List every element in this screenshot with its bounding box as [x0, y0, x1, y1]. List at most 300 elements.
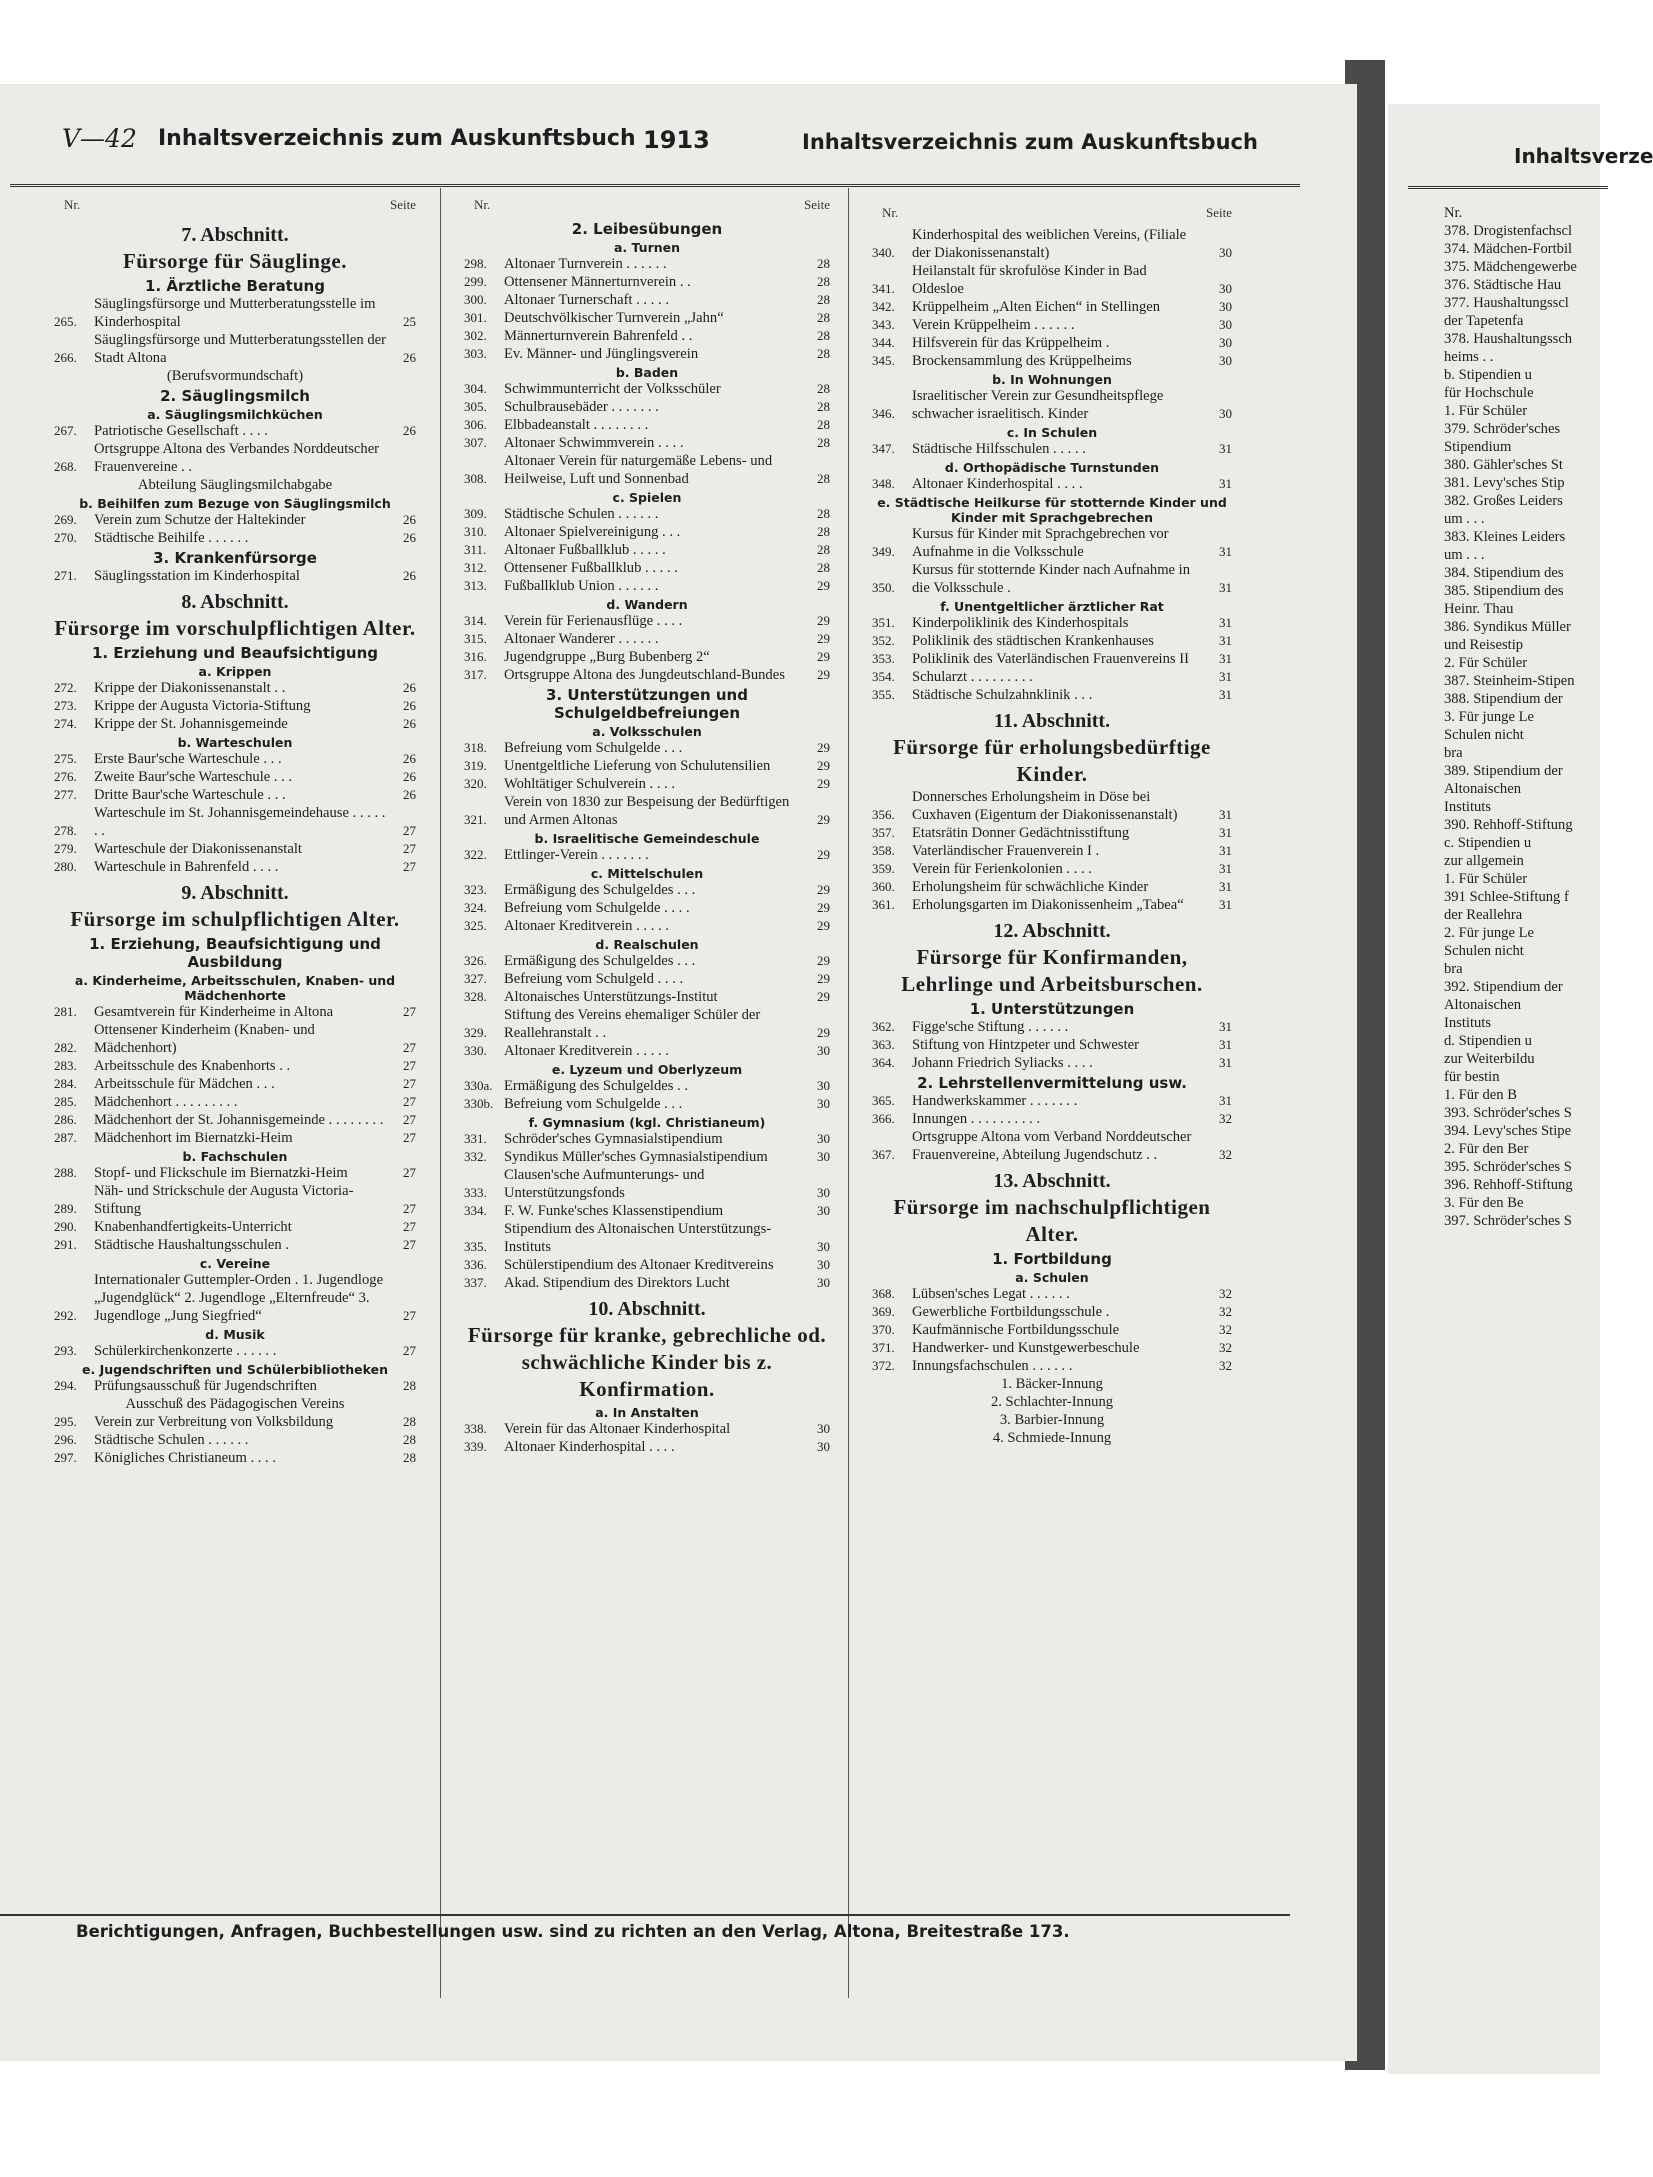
entry-page: 31 [1219, 651, 1232, 666]
index-line: 385. Stipendium des [1444, 583, 1564, 599]
entry-number: 321. [464, 812, 487, 827]
entry-page: 28 [403, 1432, 416, 1447]
entry-page: 28 [817, 506, 830, 521]
subsubsection-heading: a. In Anstalten [595, 1405, 699, 1420]
index-line: 390. Rehhoff-Stiftung [1444, 817, 1573, 833]
entry-page: 28 [817, 381, 830, 396]
entry-page: 31 [1219, 1055, 1232, 1070]
entry-number: 265. [54, 314, 77, 329]
index-entry [464, 952, 830, 970]
footer-rule [0, 1914, 1290, 1916]
entry-number: 365. [872, 1093, 895, 1108]
entry-title: Krüppelheim „Alten Eichen“ in Stellingen [912, 299, 1161, 315]
index-entry [464, 775, 830, 793]
entry-title: Schulbrausebäder . . . . . . . [504, 399, 659, 415]
entry-page: 27 [403, 1058, 416, 1073]
entry-title: Vaterländischer Frauenverein I . [912, 843, 1100, 859]
entry-page: 30 [1219, 317, 1232, 332]
entry-page: 31 [1219, 544, 1232, 559]
index-entry [872, 1128, 1232, 1164]
subsubsection-heading: b. Fachschulen [182, 1149, 288, 1164]
entry-title: Schwimmunterricht der Volksschüler [504, 381, 721, 397]
index-entry [464, 1130, 830, 1148]
entry-title: Ortsgruppe Altona des Verbandes Norddeutscher Frauenvereine . . [94, 441, 380, 475]
index-entry [464, 970, 830, 988]
entry-page: 31 [1219, 843, 1232, 858]
entry-title: Ottensener Kinderheim (Knaben- und Mädchenhort) [94, 1022, 315, 1056]
entry-title: Stiftung von Hintzpeter und Schwester [912, 1037, 1139, 1053]
entry-page: 32 [1219, 1286, 1232, 1301]
index-line: 2. Für den Ber [1444, 1141, 1529, 1157]
index-line: der Tapetenfa [1444, 313, 1524, 329]
entry-title: Poliklinik des Vaterländischen Frauenvereins II [912, 651, 1189, 667]
index-entry [872, 298, 1232, 316]
subsubsection-heading: d. Realschulen [595, 937, 699, 952]
entry-title: Befreiung vom Schulgeld . . . . [504, 971, 684, 987]
entry-page: 26 [403, 769, 416, 784]
entry-number: 352. [872, 633, 895, 648]
index-entry [54, 1129, 416, 1147]
index-entry [464, 630, 830, 648]
entry-page: 28 [817, 292, 830, 307]
column-divider [440, 188, 441, 1998]
entry-title: Erholungsgarten im Diakonissenheim „Tabea“ [912, 897, 1184, 913]
index-entry [54, 768, 416, 786]
index-entry [54, 679, 416, 697]
entry-page: 27 [403, 823, 416, 838]
entry-page: 31 [1219, 580, 1232, 595]
entry-title: Kursus für stotternde Kinder nach Aufnahme in die Volksschule . [912, 562, 1191, 596]
subsubsection-heading: b. Warteschulen [177, 735, 293, 750]
entry-number: 359. [872, 861, 895, 876]
index-entry [464, 917, 830, 935]
entry-page: 32 [1219, 1340, 1232, 1355]
entry-page: 28 [817, 524, 830, 539]
entry-number: 267. [54, 423, 77, 438]
entry-title: Stopf- und Flickschule im Biernatzki-Heim [94, 1165, 348, 1181]
index-entry [464, 398, 830, 416]
entry-number: 338. [464, 1421, 487, 1436]
entry-title: Ortsgruppe Altona des Jungdeutschland-Bundes [504, 667, 785, 683]
index-entry [464, 1006, 830, 1042]
entry-page: 28 [817, 542, 830, 557]
index-entry [464, 881, 830, 899]
subsubsection-heading: b. Beihilfen zum Bezuge von Säuglingsmilch [79, 496, 391, 511]
entry-title: Innungen . . . . . . . . . . [912, 1111, 1041, 1127]
entry-number: 266. [54, 350, 77, 365]
entry-page: 27 [403, 1040, 416, 1055]
entry-page: 30 [817, 1149, 830, 1164]
index-line: c. Stipendien u [1444, 835, 1532, 851]
index-entry [464, 899, 830, 917]
index-entry [872, 226, 1232, 262]
entry-number: 333. [464, 1185, 487, 1200]
entry-page: 29 [817, 613, 830, 628]
entry-page: 32 [1219, 1358, 1232, 1373]
index-entry [872, 860, 1232, 878]
entry-title: Dritte Baur'sche Warteschule . . . [94, 787, 286, 803]
subsubsection-heading: b. In Wohnungen [992, 372, 1112, 387]
index-line: 3. Für junge Le [1444, 709, 1534, 725]
index-line: Instituts [1444, 799, 1492, 815]
entry-number: 303. [464, 346, 487, 361]
index-entry [872, 352, 1232, 370]
index-entry [872, 1054, 1232, 1072]
index-entry [464, 255, 830, 273]
entry-page: 26 [403, 716, 416, 731]
entry-number: 335. [464, 1239, 487, 1254]
entry-number: 296. [54, 1432, 77, 1447]
index-entry [464, 1042, 830, 1060]
entry-number: 356. [872, 807, 895, 822]
entry-title: Clausen'sche Aufmunterungs- und Unterstützungsfonds [504, 1167, 705, 1201]
entry-title: Säuglingsfürsorge und Mutterberatungsstellen der Stadt Altona [94, 332, 386, 366]
entry-title: Mädchenhort der St. Johannisgemeinde . . . . . . . . [94, 1112, 384, 1128]
index-entry [464, 1438, 830, 1456]
index-note: Abteilung Säuglingsmilchabgabe [137, 477, 333, 493]
index-line: zur allgemein [1444, 853, 1524, 869]
section-title: Fürsorge im schulpflichtigen Alter. [70, 907, 400, 931]
entry-page: 30 [817, 1239, 830, 1254]
index-entry [54, 511, 416, 529]
entry-number: 268. [54, 459, 77, 474]
index-entry [464, 523, 830, 541]
entry-number: 349. [872, 544, 895, 559]
index-entry [872, 878, 1232, 896]
entry-number: 298. [464, 256, 487, 271]
index-entry [54, 1271, 416, 1325]
section-title: Fürsorge für kranke, gebrechliche od. schwächliche Kinder bis z. Konfirmation. [467, 1323, 827, 1401]
entry-title: Altonaer Kreditverein . . . . . [504, 918, 669, 934]
entry-number: 275. [54, 751, 77, 766]
entry-page: 30 [817, 1257, 830, 1272]
entry-number: 332. [464, 1149, 487, 1164]
entry-page: 29 [817, 776, 830, 791]
entry-title: Ottensener Männerturnverein . . [504, 274, 691, 290]
entry-page: 30 [1219, 353, 1232, 368]
index-line: 378. Drogistenfachscl [1444, 223, 1573, 239]
entry-number: 364. [872, 1055, 895, 1070]
entry-title: Altonaer Kinderhospital . . . . [912, 476, 1083, 492]
left-page [0, 84, 1357, 2061]
entry-page: 28 [817, 417, 830, 432]
index-line: 384. Stipendium des [1444, 565, 1564, 581]
entry-number: 285. [54, 1094, 77, 1109]
index-line: Schulen nicht [1444, 943, 1524, 959]
nr-label: Nr. [64, 197, 81, 212]
entry-number: 305. [464, 399, 487, 414]
entry-page: 30 [817, 1078, 830, 1093]
entry-number: 337. [464, 1275, 487, 1290]
entry-title: Mädchenhort . . . . . . . . . [94, 1094, 238, 1110]
entry-title: Königliches Christianeum . . . . [94, 1450, 276, 1466]
entry-title: Altonaer Schwimmverein . . . . [504, 435, 684, 451]
entry-title: Altonaer Spielvereinigung . . . [504, 524, 681, 540]
section-number: 7. Abschnitt. [181, 224, 289, 246]
entry-number: 286. [54, 1112, 77, 1127]
subsubsection-heading: a. Krippen [198, 664, 272, 679]
entry-title: Zweite Baur'sche Warteschule . . . [94, 769, 293, 785]
seite-label: Seite [804, 197, 830, 212]
index-line: 394. Levy'sches Stipe [1444, 1123, 1572, 1139]
right-page-fragment [1388, 104, 1653, 2074]
column-head [464, 196, 830, 218]
subsection-heading: 2. Lehrstellenvermittelung usw. [917, 1074, 1187, 1092]
column-2-entries [464, 220, 830, 1456]
index-entry [464, 559, 830, 577]
subsubsection-heading: f. Unentgeltlicher ärztlicher Rat [940, 599, 1164, 614]
entry-title: Warteschule im St. Johannisgemeindehause . . . . . . . [94, 805, 386, 839]
entry-number: 308. [464, 471, 487, 486]
entry-title: Ermäßigung des Schulgeldes . . [504, 1078, 689, 1094]
entry-page: 30 [817, 1043, 830, 1058]
entry-number: 301. [464, 310, 487, 325]
entry-number: 318. [464, 740, 487, 755]
index-line: für Hochschule [1444, 385, 1534, 401]
index-entry [54, 1377, 416, 1395]
index-entry [464, 1095, 830, 1113]
entry-page: 32 [1219, 1147, 1232, 1162]
index-line: Altonaischen [1444, 781, 1522, 797]
subsection-heading: 1. Unterstützungen [969, 1000, 1135, 1018]
entry-page: 32 [1219, 1322, 1232, 1337]
entry-page: 29 [817, 631, 830, 646]
index-line: 1. Für den B [1444, 1087, 1517, 1103]
entry-page: 31 [1219, 1019, 1232, 1034]
entry-page: 27 [403, 1219, 416, 1234]
entry-number: 354. [872, 669, 895, 684]
entry-title: Verein Krüppelheim . . . . . . [912, 317, 1075, 333]
entry-page: 27 [403, 1201, 416, 1216]
index-line: 391 Schlee-Stiftung f [1444, 889, 1569, 905]
entry-page: 26 [403, 423, 416, 438]
entry-title: Kinderpoliklinik des Kinderhospitals [912, 615, 1129, 631]
entry-number: 330. [464, 1043, 487, 1058]
index-entry [872, 262, 1232, 298]
entry-title: Krippe der St. Johannisgemeinde [94, 716, 288, 732]
index-entry [54, 1342, 416, 1360]
index-entry [872, 824, 1232, 842]
index-entry [54, 1075, 416, 1093]
index-entry [54, 1111, 416, 1129]
entry-number: 317. [464, 667, 487, 682]
index-entry [54, 1449, 416, 1467]
entry-page: 29 [817, 578, 830, 593]
index-entry [54, 750, 416, 768]
entry-page: 27 [403, 1004, 416, 1019]
entry-number: 325. [464, 918, 487, 933]
index-line: Stipendium [1444, 439, 1512, 455]
entry-title: Altonaisches Unterstützungs-Institut [504, 989, 718, 1005]
column-head [872, 204, 1232, 226]
entry-title: Ermäßigung des Schulgeldes . . . [504, 953, 696, 969]
index-entry [54, 1236, 416, 1254]
index-entry [464, 541, 830, 559]
entry-number: 343. [872, 317, 895, 332]
entry-title: Israelitischer Verein zur Gesundheitspflege schwacher israelitisch. Kinder [912, 388, 1164, 422]
index-entry [872, 525, 1232, 561]
entry-title: Ortsgruppe Altona vom Verband Norddeutscher Frauenvereine, Abteilung Jugendschutz . . [912, 1129, 1192, 1163]
index-line: 383. Kleines Leiders [1444, 529, 1566, 545]
index-line: Nr. [1444, 205, 1463, 221]
index-entry [872, 668, 1232, 686]
index-line: 393. Schröder'sches S [1444, 1105, 1572, 1121]
entry-title: Stipendium des Altonaischen Unterstützungs-Instituts [504, 1221, 772, 1255]
index-entry [54, 840, 416, 858]
entry-number: 366. [872, 1111, 895, 1126]
index-line: 381. Levy'sches Stip [1444, 475, 1565, 491]
subsection-heading: 1. Fortbildung [992, 1250, 1112, 1268]
entry-number: 370. [872, 1322, 895, 1337]
index-entry [54, 786, 416, 804]
entry-page: 26 [403, 751, 416, 766]
entry-title: Befreiung vom Schulgelde . . . . [504, 900, 690, 916]
subsection-heading: 2. Säuglingsmilch [160, 387, 310, 405]
entry-page: 28 [817, 328, 830, 343]
entry-title: F. W. Funke'sches Klassenstipendium [504, 1203, 724, 1219]
entry-page: 30 [1219, 406, 1232, 421]
entry-number: 304. [464, 381, 487, 396]
index-line: 377. Haushaltungsscl [1444, 295, 1569, 311]
entry-number: 306. [464, 417, 487, 432]
index-entry [464, 1256, 830, 1274]
section-number: 11. Abschnitt. [993, 710, 1111, 732]
subsubsection-heading: e. Städtische Heilkurse für stotternde Kinder und Kinder mit Sprachgebrechen [877, 495, 1227, 525]
index-line: 376. Städtische Hau [1444, 277, 1562, 293]
index-entry [464, 1148, 830, 1166]
subsubsection-heading: c. Mittelschulen [590, 866, 704, 881]
entry-number: 319. [464, 758, 487, 773]
index-entry [872, 1357, 1232, 1375]
entry-page: 29 [817, 1025, 830, 1040]
entry-page: 27 [403, 1237, 416, 1252]
index-entry [872, 896, 1232, 914]
year-label: 1913 [643, 126, 710, 154]
index-entry [464, 793, 830, 829]
entry-number: 345. [872, 353, 895, 368]
nr-label: Nr. [882, 205, 899, 220]
entry-page: 26 [403, 350, 416, 365]
entry-page: 31 [1219, 441, 1232, 456]
index-entry [872, 1285, 1232, 1303]
index-entry [464, 345, 830, 363]
entry-page: 27 [403, 1094, 416, 1109]
column-3-entries [872, 226, 1232, 1447]
index-entry [872, 842, 1232, 860]
index-entry [464, 846, 830, 864]
entry-number: 355. [872, 687, 895, 702]
entry-page: 31 [1219, 687, 1232, 702]
index-entry [872, 334, 1232, 352]
entry-title: Etatsrätin Donner Gedächtnisstiftung [912, 825, 1130, 841]
entry-number: 289. [54, 1201, 77, 1216]
entry-title: Fußballklub Union . . . . . . [504, 578, 659, 594]
entry-page: 27 [403, 859, 416, 874]
entry-page: 26 [403, 680, 416, 695]
entry-title: Städtische Schulen . . . . . . [94, 1432, 249, 1448]
entry-title: Städtische Schulen . . . . . . [504, 506, 659, 522]
index-entry [54, 567, 416, 585]
subsubsection-heading: f. Gymnasium (kgl. Christianeum) [528, 1115, 766, 1130]
index-entry [464, 327, 830, 345]
index-line: zur Weiterbildu [1444, 1051, 1535, 1067]
entry-page: 28 [403, 1378, 416, 1393]
entry-page: 28 [817, 399, 830, 414]
entry-number: 284. [54, 1076, 77, 1091]
entry-page: 30 [1219, 335, 1232, 350]
entry-title: Städtische Beihilfe . . . . . . [94, 530, 249, 546]
entry-title: Patriotische Gesellschaft . . . . [94, 423, 268, 439]
column-2 [464, 196, 830, 1456]
index-entry [464, 291, 830, 309]
section-title: Fürsorge für Säuglinge. [122, 249, 348, 273]
entry-page: 26 [403, 568, 416, 583]
entry-number: 281. [54, 1004, 77, 1019]
index-entry [872, 440, 1232, 458]
entry-page: 26 [403, 530, 416, 545]
entry-number: 368. [872, 1286, 895, 1301]
entry-page: 29 [817, 812, 830, 827]
entry-number: 357. [872, 825, 895, 840]
entry-title: Ermäßigung des Schulgeldes . . . [504, 882, 696, 898]
entry-title: Knabenhandfertigkeits-Unterricht [94, 1219, 292, 1235]
entry-number: 324. [464, 900, 487, 915]
index-entry [464, 666, 830, 684]
index-line: Instituts [1444, 1015, 1492, 1031]
entry-number: 360. [872, 879, 895, 894]
index-entry [464, 273, 830, 291]
entry-title: Elbbadeanstalt . . . . . . . . [504, 417, 649, 433]
entry-number: 270. [54, 530, 77, 545]
subsubsection-heading: e. Jugendschriften und Schülerbibliotheken [81, 1362, 389, 1377]
entry-number: 339. [464, 1439, 487, 1454]
entry-page: 27 [403, 1130, 416, 1145]
entry-page: 28 [817, 346, 830, 361]
entry-title: Erholungsheim für schwächliche Kinder [912, 879, 1149, 895]
index-line: 387. Steinheim-Stipen [1444, 673, 1575, 689]
index-entry [872, 1303, 1232, 1321]
subsubsection-heading: c. Spielen [612, 490, 682, 505]
entry-number: 294. [54, 1378, 77, 1393]
index-entry [54, 1093, 416, 1111]
entry-title: Deutschvölkischer Turnverein „Jahn“ [504, 310, 724, 326]
index-entry [54, 331, 416, 367]
entry-number: 346. [872, 406, 895, 421]
section-title: Fürsorge für erholungsbedürftige Kinder. [893, 735, 1211, 786]
entry-number: 309. [464, 506, 487, 521]
entry-number: 320. [464, 776, 487, 791]
entry-title: Arbeitsschule für Mädchen . . . [94, 1076, 275, 1092]
index-line: 2. Für Schüler [1444, 655, 1528, 671]
entry-title: Säuglingsstation im Kinderhospital [94, 568, 300, 584]
entry-page: 30 [817, 1096, 830, 1111]
entry-number: 336. [464, 1257, 487, 1272]
entry-number: 313. [464, 578, 487, 593]
entry-title: Verein für Ferienausflüge . . . . [504, 613, 683, 629]
index-line: 1. Für Schüler [1444, 403, 1528, 419]
entry-title: Figge'sche Stiftung . . . . . . [912, 1019, 1069, 1035]
entry-page: 27 [403, 1165, 416, 1180]
entry-page: 28 [817, 310, 830, 325]
entry-number: 334. [464, 1203, 487, 1218]
index-line: bra [1444, 745, 1463, 761]
index-note: Ausschuß des Pädagogischen Vereins [125, 1396, 345, 1412]
index-line: heims . . [1444, 349, 1494, 365]
index-line: 380. Gähler'sches St [1444, 457, 1563, 473]
index-entry [464, 434, 830, 452]
entry-number: 330a. [464, 1078, 493, 1093]
header-rule [1408, 186, 1608, 189]
